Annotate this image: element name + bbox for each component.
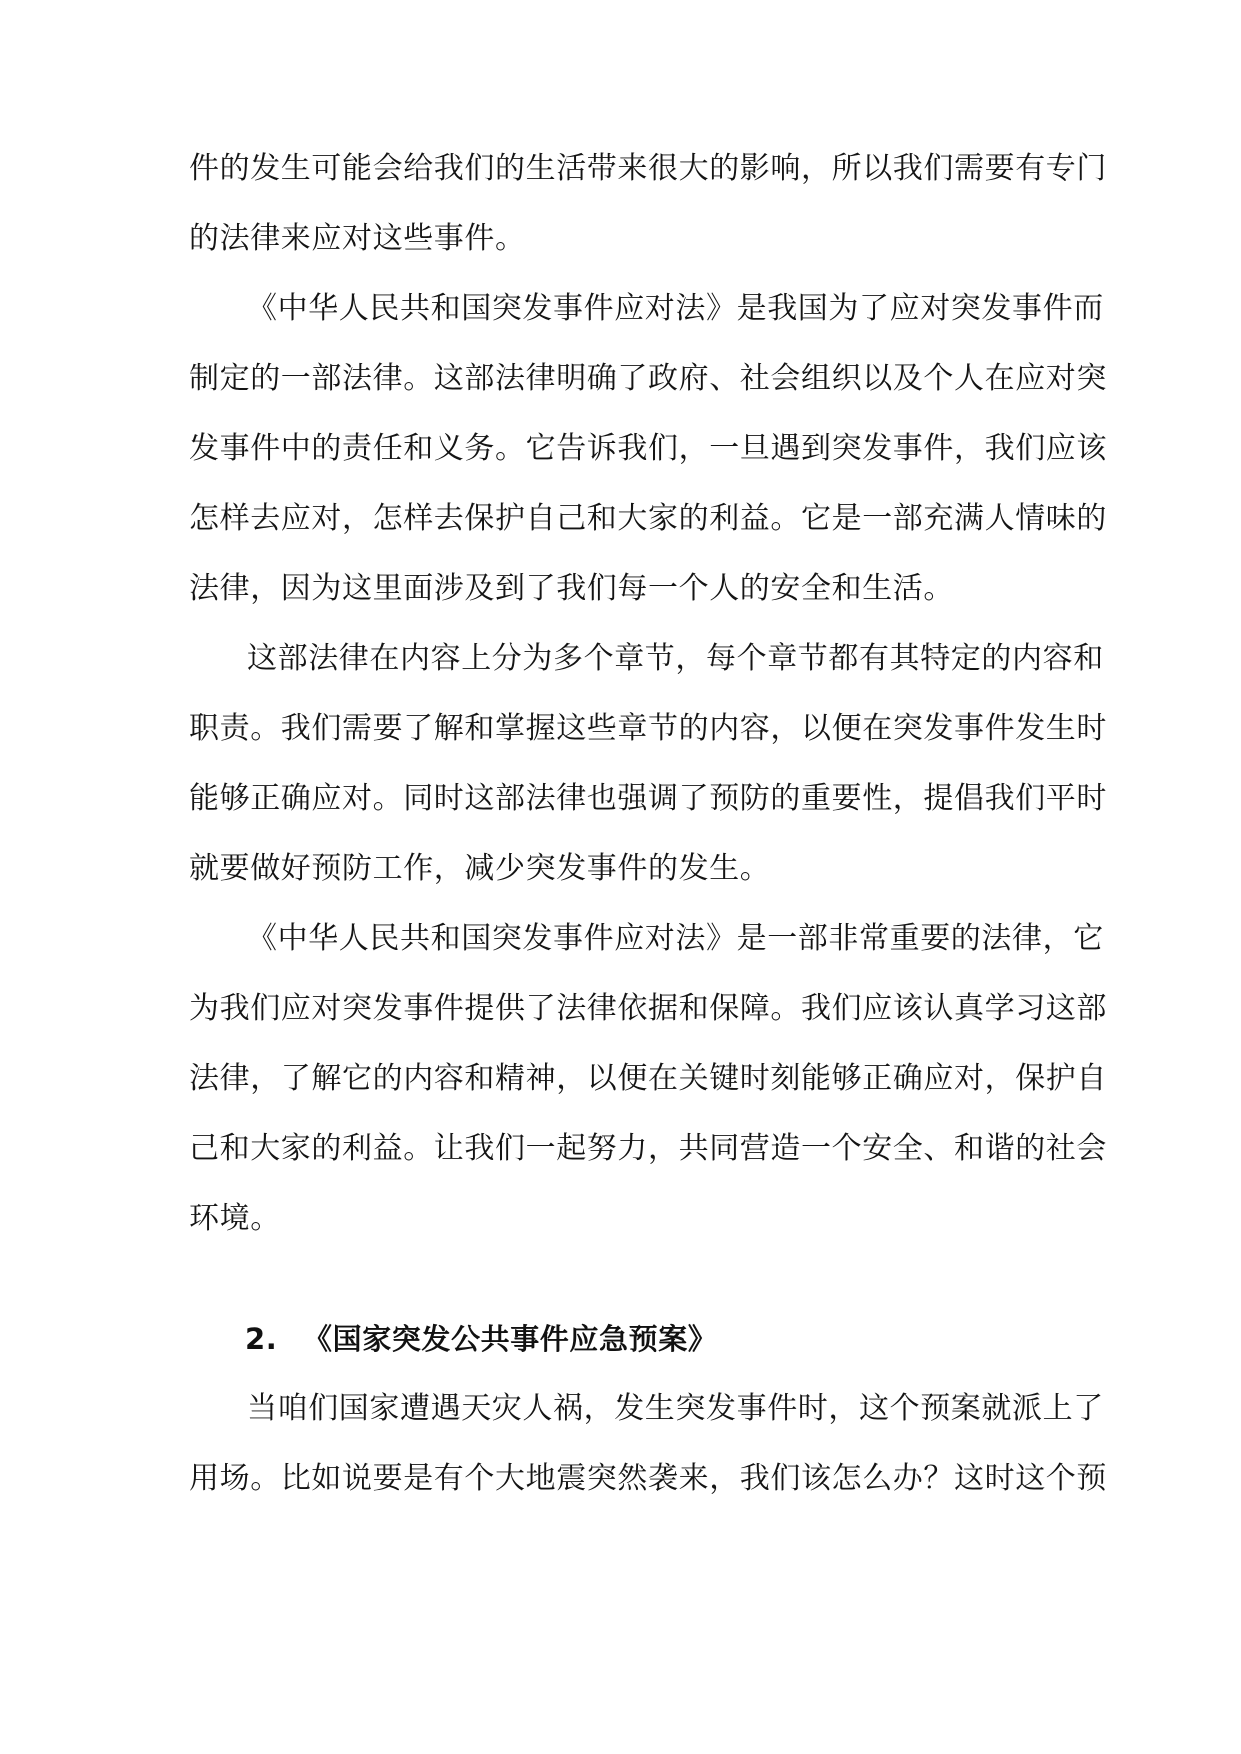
document-body [189,138,1107,1518]
paragraph [189,628,1107,908]
text-line: 环境。 [189,1201,281,1236]
text-line: 件的发生可能会给我们的生活带来很大的影响，所以我们需要有专门 [189,151,1107,186]
text-line: 这部法律在内容上分为多个章节，每个章节都有其特定的内容和 [247,641,1104,676]
section-spacer [189,1258,1053,1308]
text-line: 制定的一部法律。这部法律明确了政府、社会组织以及个人在应对突 [189,361,1107,396]
section-heading [189,1308,1053,1378]
text-line: 用场。比如说要是有个大地震突然袭来，我们该怎么办？这时这个预 [189,1461,1107,1496]
text-line: 《中华人民共和国突发事件应对法》是我国为了应对突发事件而 [247,291,1104,326]
text-line: 就要做好预防工作，减少突发事件的发生。 [189,851,771,886]
section-title: 《国家突发公共事件应急预案》 [303,1322,718,1356]
text-line: 为我们应对突发事件提供了法律依据和保障。我们应该认真学习这部 [189,991,1107,1026]
text-line: 能够正确应对。同时这部法律也强调了预防的重要性，提倡我们平时 [189,781,1107,816]
text-line: 法律，因为这里面涉及到了我们每一个人的安全和生活。 [189,571,954,606]
text-line: 《中华人民共和国突发事件应对法》是一部非常重要的法律，它 [247,921,1104,956]
section-number: 2. [245,1322,278,1356]
text-line: 职责。我们需要了解和掌握这些章节的内容，以便在突发事件发生时 [189,711,1107,746]
text-line: 法律，了解它的内容和精神，以便在关键时刻能够正确应对，保护自 [189,1061,1107,1096]
paragraph [189,278,1107,628]
text-line: 怎样去应对，怎样去保护自己和大家的利益。它是一部充满人情味的 [189,501,1107,536]
paragraph [189,1378,1107,1518]
text-line: 的法律来应对这些事件。 [189,221,526,256]
text-line: 己和大家的利益。让我们一起努力，共同营造一个安全、和谐的社会 [189,1131,1107,1166]
text-line: 发事件中的责任和义务。它告诉我们，一旦遇到突发事件，我们应该 [189,431,1107,466]
paragraph [189,138,1107,278]
text-line: 当咱们国家遭遇天灾人祸，发生突发事件时，这个预案就派上了 [247,1391,1104,1426]
paragraph [189,908,1107,1258]
